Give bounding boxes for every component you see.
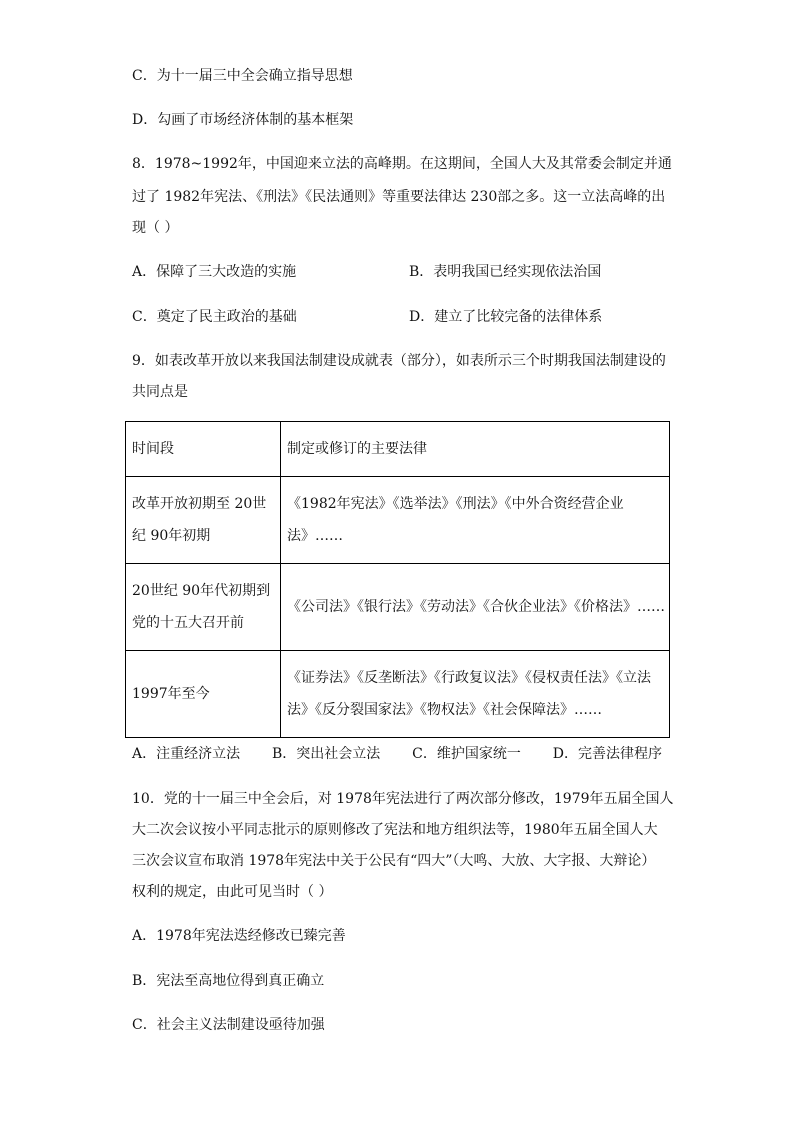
q8-option-a: A．保障了三大改造的实施 xyxy=(132,264,297,280)
header-period: 时间段 xyxy=(126,422,281,477)
q7-option-d: D．勾画了市场经济体制的基本框架 xyxy=(132,112,354,128)
row-period: 1997年至今 xyxy=(126,651,281,738)
table-row xyxy=(126,477,670,564)
q9-option-a: A．注重经济立法 xyxy=(132,746,241,762)
table-row xyxy=(126,651,670,738)
q7-option-c: C．为十一届三中全会确立指导思想 xyxy=(132,68,353,84)
q8-stem-line-1: 8．1978~1992年，中国迎来立法的高峰期。在这期间，全国人大及其常委会制定并通 xyxy=(132,156,672,172)
header-laws: 制定或修订的主要法律 xyxy=(281,422,670,477)
row-period: 20世纪 90年代初期到党的十五大召开前 xyxy=(126,564,281,651)
q8-stem-line-3: 现（ ） xyxy=(132,220,179,236)
q9-option-c: C．维护国家统一 xyxy=(412,746,521,762)
law-achievements-table xyxy=(125,421,670,738)
q10-stem-line-1: 10．党的十一届三中全会后，对 1978年宪法进行了两次部分修改，1979年五届全国人 xyxy=(132,791,674,807)
row-laws: 《证券法》《反垄断法》《行政复议法》《侵权责任法》《立法法》《反分裂国家法》《物权法》《社会保障法》…… xyxy=(281,651,670,738)
q10-stem-line-2: 大二次会议按小平同志批示的原则修改了宪法和地方组织法等，1980年五届全国人大 xyxy=(132,822,658,838)
q9-stem-line-2: 共同点是 xyxy=(132,384,188,400)
row-period: 改革开放初期至 20世纪 90年初期 xyxy=(126,477,281,564)
table-row xyxy=(126,564,670,651)
q8-option-c: C．奠定了民主政治的基础 xyxy=(132,309,297,325)
q10-stem-line-3: 三次会议宣布取消 1978年宪法中关于公民有“四大”（大鸣、大放、大字报、大辩论） xyxy=(132,853,656,869)
q8-stem-line-2: 过了 1982年宪法、《刑法》《民法通则》等重要法律达 230部之多。这一立法高峰的出 xyxy=(132,189,666,205)
q10-stem-line-4: 权利的规定，由此可见当时（ ） xyxy=(132,884,333,900)
q9-option-d: D．完善法律程序 xyxy=(552,746,662,762)
row-laws: 《公司法》《银行法》《劳动法》《合伙企业法》《价格法》…… xyxy=(281,564,670,651)
q9-option-b: B．突出社会立法 xyxy=(272,746,381,762)
table-header-row xyxy=(126,422,670,477)
q8-option-d: D．建立了比较完备的法律体系 xyxy=(409,309,603,325)
q8-option-b: B．表明我国已经实现依法治国 xyxy=(409,264,602,280)
q10-option-c: C．社会主义法制建设亟待加强 xyxy=(132,1017,325,1033)
row-laws: 《1982年宪法》《选举法》《刑法》《中外合资经营企业法》…… xyxy=(281,477,670,564)
q10-option-a: A．1978年宪法迭经修改已臻完善 xyxy=(132,928,346,944)
q9-options xyxy=(132,744,662,764)
q9-stem-line-1: 9．如表改革开放以来我国法制建设成就表（部分），如表所示三个时期我国法制建设的 xyxy=(132,353,666,369)
q10-option-b: B．宪法至高地位得到真正确立 xyxy=(132,973,325,989)
